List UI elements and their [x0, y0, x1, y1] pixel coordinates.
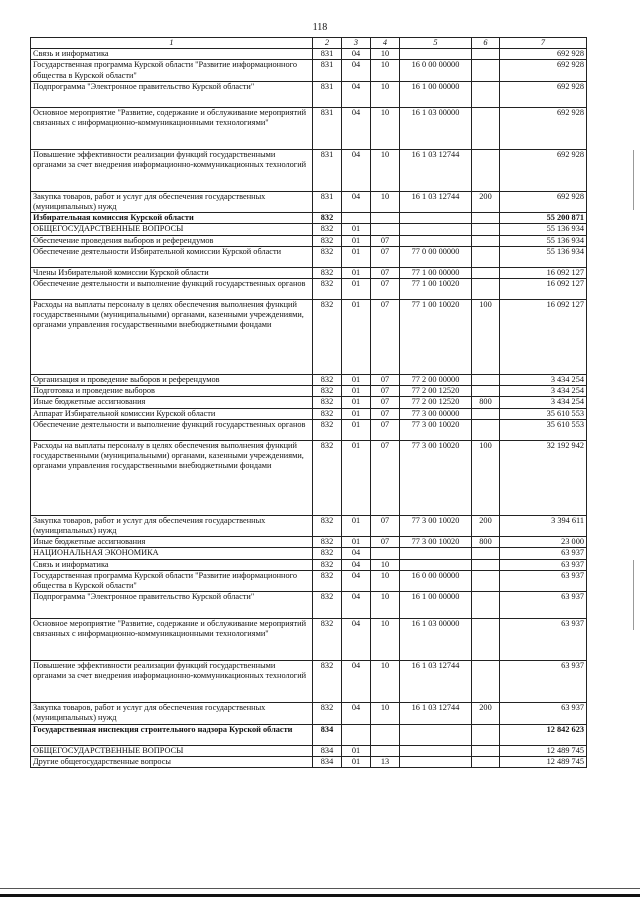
cell-col-2: 832 [313, 570, 342, 591]
table-row [31, 49, 587, 60]
cell-col-2: 832 [313, 548, 342, 559]
cell-col-4: 07 [371, 537, 400, 548]
cell-col-2: 832 [313, 419, 342, 440]
scan-bottom-line [0, 888, 640, 889]
row-label: Обеспечение деятельности и выполнение функций государственных органов [31, 279, 313, 300]
cell-col-7: 63 937 [500, 592, 587, 619]
cell-col-7: 23 000 [500, 537, 587, 548]
header-cell: 6 [472, 38, 500, 49]
cell-col-3: 01 [342, 440, 371, 515]
cell-col-5: 16 0 00 00000 [400, 570, 472, 591]
cell-col-4: 10 [371, 570, 400, 591]
cell-col-7: 692 928 [500, 81, 587, 107]
cell-col-6 [472, 149, 500, 191]
cell-col-6 [472, 246, 500, 267]
row-label: ОБЩЕГОСУДАРСТВЕННЫЕ ВОПРОСЫ [31, 745, 313, 756]
row-label: Закупка товаров, работ и услуг для обеспечения государственных (муниципальных) нужд [31, 703, 313, 724]
cell-col-7: 16 092 127 [500, 279, 587, 300]
cell-col-2: 832 [313, 592, 342, 619]
table-row [31, 224, 587, 235]
cell-col-2: 832 [313, 279, 342, 300]
cell-col-6 [472, 745, 500, 756]
cell-col-4 [371, 745, 400, 756]
row-label: Государственная инспекция строительного надзора Курской области [31, 724, 313, 745]
cell-col-7: 63 937 [500, 619, 587, 661]
cell-col-3: 04 [342, 49, 371, 60]
row-label: Обеспечение проведения выборов и референдумов [31, 235, 313, 246]
table-row [31, 724, 587, 745]
cell-col-3: 01 [342, 235, 371, 246]
cell-col-6 [472, 375, 500, 386]
cell-col-3: 04 [342, 703, 371, 724]
cell-col-6 [472, 213, 500, 224]
cell-col-6 [472, 386, 500, 397]
cell-col-2: 832 [313, 375, 342, 386]
cell-col-6 [472, 559, 500, 570]
cell-col-2: 831 [313, 107, 342, 149]
cell-col-4 [371, 724, 400, 745]
cell-col-4: 07 [371, 267, 400, 278]
cell-col-3: 01 [342, 279, 371, 300]
table-row [31, 279, 587, 300]
cell-col-2: 832 [313, 235, 342, 246]
cell-col-6: 800 [472, 397, 500, 408]
page-number: 118 [312, 22, 328, 33]
header-cell: 2 [313, 38, 342, 49]
cell-col-3: 04 [342, 191, 371, 212]
cell-col-7: 692 928 [500, 191, 587, 212]
cell-col-7: 3 434 254 [500, 386, 587, 397]
table-row [31, 235, 587, 246]
cell-col-5: 77 1 00 10020 [400, 300, 472, 375]
row-label: Иные бюджетные ассигнования [31, 537, 313, 548]
cell-col-2: 832 [313, 213, 342, 224]
row-label: Обеспечение деятельности и выполнение функций государственных органов [31, 419, 313, 440]
cell-col-7: 692 928 [500, 149, 587, 191]
cell-col-7: 3 434 254 [500, 375, 587, 386]
cell-col-6 [472, 267, 500, 278]
cell-col-2: 832 [313, 246, 342, 267]
cell-col-2: 832 [313, 440, 342, 515]
cell-col-5: 77 3 00 10020 [400, 440, 472, 515]
table-body [31, 38, 587, 768]
cell-col-4: 07 [371, 300, 400, 375]
table-row [31, 703, 587, 724]
cell-col-4: 10 [371, 107, 400, 149]
cell-col-4: 07 [371, 419, 400, 440]
cell-col-4: 07 [371, 515, 400, 536]
cell-col-5: 16 1 00 00000 [400, 81, 472, 107]
cell-col-7: 55 136 934 [500, 246, 587, 267]
cell-col-7: 12 489 745 [500, 756, 587, 767]
cell-col-7: 12 842 623 [500, 724, 587, 745]
cell-col-3: 01 [342, 419, 371, 440]
cell-col-3: 01 [342, 745, 371, 756]
cell-col-3: 01 [342, 246, 371, 267]
cell-col-7: 12 489 745 [500, 745, 587, 756]
cell-col-3: 01 [342, 537, 371, 548]
cell-col-7: 692 928 [500, 107, 587, 149]
cell-col-4: 10 [371, 149, 400, 191]
row-label: Связь и информатика [31, 49, 313, 60]
cell-col-6 [472, 235, 500, 246]
cell-col-5: 77 3 00 10020 [400, 419, 472, 440]
cell-col-5: 77 2 00 12520 [400, 397, 472, 408]
row-label: НАЦИОНАЛЬНАЯ ЭКОНОМИКА [31, 548, 313, 559]
table-row [31, 408, 587, 419]
cell-col-3: 04 [342, 60, 371, 81]
cell-col-3: 04 [342, 661, 371, 703]
header-cell: 7 [500, 38, 587, 49]
cell-col-6: 800 [472, 537, 500, 548]
cell-col-2: 832 [313, 515, 342, 536]
table-row [31, 419, 587, 440]
cell-col-6: 100 [472, 300, 500, 375]
header-cell: 3 [342, 38, 371, 49]
cell-col-6: 100 [472, 440, 500, 515]
cell-col-6 [472, 548, 500, 559]
cell-col-7: 63 937 [500, 570, 587, 591]
table-row [31, 548, 587, 559]
cell-col-2: 832 [313, 386, 342, 397]
table-row [31, 559, 587, 570]
cell-col-2: 832 [313, 703, 342, 724]
cell-col-2: 832 [313, 267, 342, 278]
cell-col-3: 01 [342, 397, 371, 408]
row-label: Государственная программа Курской области "Развитие информационного общества в Курской области" [31, 570, 313, 591]
cell-col-5: 16 1 00 00000 [400, 592, 472, 619]
cell-col-3: 04 [342, 107, 371, 149]
scan-edge-mark [633, 150, 634, 210]
cell-col-4: 07 [371, 386, 400, 397]
cell-col-7: 35 610 553 [500, 419, 587, 440]
cell-col-5: 77 0 00 00000 [400, 246, 472, 267]
table-row [31, 300, 587, 375]
cell-col-5 [400, 548, 472, 559]
row-label: Расходы на выплаты персоналу в целях обеспечения выполнения функций государственными (муниципальными) органами, казенными учреждениями, органами управления государственными внебюджетными фондами [31, 440, 313, 515]
cell-col-6 [472, 107, 500, 149]
cell-col-3: 01 [342, 408, 371, 419]
cell-col-6 [472, 619, 500, 661]
cell-col-2: 832 [313, 559, 342, 570]
cell-col-5: 77 1 00 10020 [400, 279, 472, 300]
cell-col-3: 04 [342, 559, 371, 570]
cell-col-6: 200 [472, 191, 500, 212]
cell-col-7: 63 937 [500, 661, 587, 703]
cell-col-7: 63 937 [500, 559, 587, 570]
cell-col-4: 07 [371, 375, 400, 386]
cell-col-7: 55 200 871 [500, 213, 587, 224]
cell-col-4: 07 [371, 397, 400, 408]
cell-col-6 [472, 419, 500, 440]
row-label: Закупка товаров, работ и услуг для обеспечения государственных (муниципальных) нужд [31, 191, 313, 212]
table-row [31, 267, 587, 278]
cell-col-7: 16 092 127 [500, 267, 587, 278]
cell-col-5: 16 1 03 00000 [400, 619, 472, 661]
cell-col-5 [400, 745, 472, 756]
cell-col-5 [400, 224, 472, 235]
cell-col-5 [400, 213, 472, 224]
row-label: Избирательная комиссия Курской области [31, 213, 313, 224]
cell-col-3: 01 [342, 375, 371, 386]
cell-col-4 [371, 213, 400, 224]
row-label: Основное мероприятие "Развитие, содержание и обслуживание мероприятий связанных с информационно-коммуникационными технологиями" [31, 619, 313, 661]
header-cell: 1 [31, 38, 313, 49]
table-row [31, 515, 587, 536]
cell-col-3: 01 [342, 224, 371, 235]
cell-col-2: 832 [313, 408, 342, 419]
cell-col-5: 77 2 00 00000 [400, 375, 472, 386]
cell-col-5: 16 1 03 12744 [400, 703, 472, 724]
cell-col-4 [371, 548, 400, 559]
cell-col-7: 63 937 [500, 703, 587, 724]
cell-col-3 [342, 724, 371, 745]
row-label: Обеспечение деятельности Избирательной комиссии Курской области [31, 246, 313, 267]
table-row [31, 745, 587, 756]
cell-col-6: 200 [472, 515, 500, 536]
row-label: Основное мероприятие "Развитие, содержание и обслуживание мероприятий связанных с информационно-коммуникационными технологиями" [31, 107, 313, 149]
table-row [31, 397, 587, 408]
cell-col-4: 10 [371, 661, 400, 703]
cell-col-2: 831 [313, 149, 342, 191]
cell-col-5: 16 1 03 12744 [400, 191, 472, 212]
cell-col-2: 832 [313, 661, 342, 703]
cell-col-3: 04 [342, 81, 371, 107]
table-row [31, 149, 587, 191]
cell-col-4: 10 [371, 703, 400, 724]
cell-col-4: 07 [371, 408, 400, 419]
table-row [31, 661, 587, 703]
row-label: Подпрограмма "Электронное правительство Курской области" [31, 592, 313, 619]
table-row [31, 570, 587, 591]
cell-col-6 [472, 60, 500, 81]
row-label: Расходы на выплаты персоналу в целях обеспечения выполнения функций государственными (муниципальными) органами, казенными учреждениями, органами управления государственными внебюджетными фондами [31, 300, 313, 375]
table-row [31, 440, 587, 515]
cell-col-2: 834 [313, 756, 342, 767]
cell-col-5: 16 1 03 12744 [400, 661, 472, 703]
header-cell: 4 [371, 38, 400, 49]
cell-col-3: 01 [342, 515, 371, 536]
row-label: Подготовка и проведение выборов [31, 386, 313, 397]
row-label: Повышение эффективности реализации функций государственными органами за счет внедрения информационно-коммуникационных технологий [31, 149, 313, 191]
cell-col-6 [472, 224, 500, 235]
table-row [31, 619, 587, 661]
cell-col-5 [400, 235, 472, 246]
cell-col-4: 13 [371, 756, 400, 767]
row-label: Иные бюджетные ассигнования [31, 397, 313, 408]
table-row [31, 81, 587, 107]
cell-col-4: 07 [371, 235, 400, 246]
scan-bottom-edge [0, 894, 640, 897]
table-row [31, 60, 587, 81]
cell-col-2: 831 [313, 191, 342, 212]
cell-col-7: 35 610 553 [500, 408, 587, 419]
cell-col-5 [400, 559, 472, 570]
row-label: Связь и информатика [31, 559, 313, 570]
table-row [31, 246, 587, 267]
cell-col-7: 16 092 127 [500, 300, 587, 375]
cell-col-5 [400, 49, 472, 60]
cell-col-6 [472, 570, 500, 591]
row-label: Другие общегосударственные вопросы [31, 756, 313, 767]
cell-col-6 [472, 279, 500, 300]
cell-col-5: 16 0 00 00000 [400, 60, 472, 81]
cell-col-2: 831 [313, 60, 342, 81]
cell-col-6 [472, 756, 500, 767]
cell-col-5 [400, 724, 472, 745]
cell-col-6 [472, 661, 500, 703]
table-row [31, 537, 587, 548]
cell-col-3: 04 [342, 149, 371, 191]
cell-col-2: 831 [313, 81, 342, 107]
table-row [31, 213, 587, 224]
cell-col-4: 10 [371, 49, 400, 60]
header-row [31, 38, 587, 49]
cell-col-4: 07 [371, 246, 400, 267]
cell-col-7: 55 136 934 [500, 224, 587, 235]
cell-col-2: 834 [313, 724, 342, 745]
cell-col-6 [472, 49, 500, 60]
cell-col-7: 55 136 934 [500, 235, 587, 246]
cell-col-2: 831 [313, 49, 342, 60]
cell-col-7: 3 434 254 [500, 397, 587, 408]
cell-col-6: 200 [472, 703, 500, 724]
cell-col-5: 77 3 00 00000 [400, 408, 472, 419]
row-label: Государственная программа Курской области "Развитие информационного общества в Курской области" [31, 60, 313, 81]
cell-col-4: 10 [371, 191, 400, 212]
cell-col-5: 16 1 03 12744 [400, 149, 472, 191]
cell-col-5: 77 2 00 12520 [400, 386, 472, 397]
cell-col-4: 07 [371, 440, 400, 515]
cell-col-4 [371, 224, 400, 235]
table-row [31, 756, 587, 767]
cell-col-3: 04 [342, 619, 371, 661]
row-label: Аппарат Избирательной комиссии Курской области [31, 408, 313, 419]
cell-col-5: 16 1 03 00000 [400, 107, 472, 149]
cell-col-5: 77 3 00 10020 [400, 515, 472, 536]
table-row [31, 592, 587, 619]
cell-col-3: 01 [342, 386, 371, 397]
cell-col-5 [400, 756, 472, 767]
cell-col-4: 10 [371, 592, 400, 619]
row-label: Закупка товаров, работ и услуг для обеспечения государственных (муниципальных) нужд [31, 515, 313, 536]
row-label: Члены Избирательной комиссии Курской области [31, 267, 313, 278]
table-row [31, 107, 587, 149]
table-row [31, 375, 587, 386]
scan-edge-mark [633, 560, 634, 630]
cell-col-2: 832 [313, 397, 342, 408]
cell-col-3: 04 [342, 548, 371, 559]
table-row [31, 386, 587, 397]
cell-col-6 [472, 592, 500, 619]
cell-col-6 [472, 81, 500, 107]
cell-col-4: 10 [371, 81, 400, 107]
cell-col-7: 692 928 [500, 49, 587, 60]
cell-col-6 [472, 724, 500, 745]
cell-col-4: 10 [371, 60, 400, 81]
cell-col-7: 692 928 [500, 60, 587, 81]
cell-col-7: 63 937 [500, 548, 587, 559]
cell-col-5: 77 3 00 10020 [400, 537, 472, 548]
cell-col-4: 10 [371, 559, 400, 570]
cell-col-4: 07 [371, 279, 400, 300]
budget-table [30, 37, 587, 768]
cell-col-3: 04 [342, 592, 371, 619]
cell-col-3: 04 [342, 570, 371, 591]
row-label: Организация и проведение выборов и референдумов [31, 375, 313, 386]
cell-col-3: 01 [342, 756, 371, 767]
cell-col-2: 834 [313, 745, 342, 756]
cell-col-5: 77 1 00 00000 [400, 267, 472, 278]
cell-col-7: 32 192 942 [500, 440, 587, 515]
cell-col-2: 832 [313, 224, 342, 235]
cell-col-2: 832 [313, 619, 342, 661]
cell-col-2: 832 [313, 537, 342, 548]
cell-col-3: 01 [342, 300, 371, 375]
cell-col-7: 3 394 611 [500, 515, 587, 536]
header-cell: 5 [400, 38, 472, 49]
table-row [31, 191, 587, 212]
cell-col-3: 01 [342, 267, 371, 278]
cell-col-2: 832 [313, 300, 342, 375]
row-label: Подпрограмма "Электронное правительство Курской области" [31, 81, 313, 107]
row-label: ОБЩЕГОСУДАРСТВЕННЫЕ ВОПРОСЫ [31, 224, 313, 235]
cell-col-3 [342, 213, 371, 224]
cell-col-6 [472, 408, 500, 419]
row-label: Повышение эффективности реализации функций государственными органами за счет внедрения информационно-коммуникационных технологий [31, 661, 313, 703]
cell-col-4: 10 [371, 619, 400, 661]
